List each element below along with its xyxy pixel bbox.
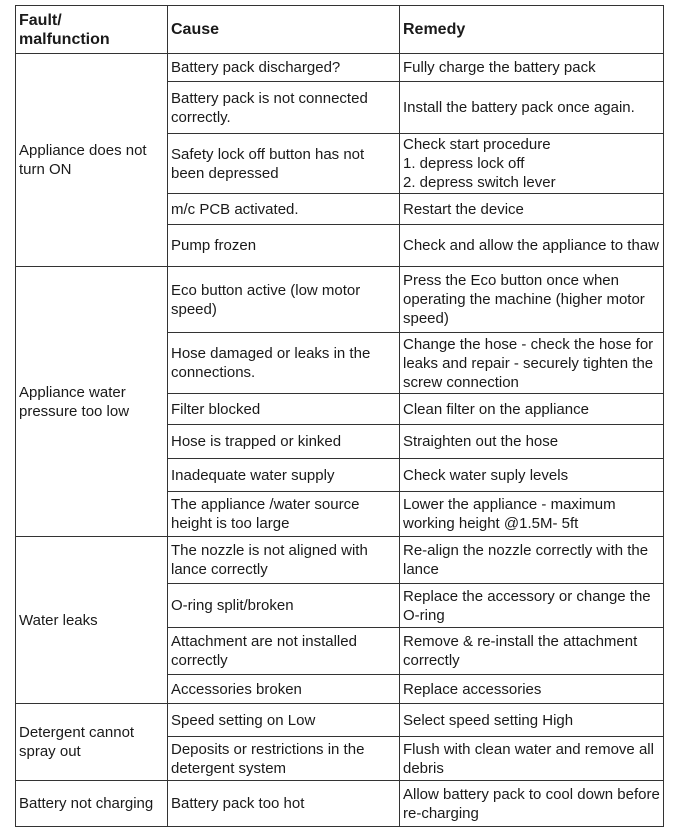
remedy-cell: Remove & re-install the attachment correctly	[400, 628, 664, 675]
remedy-cell: Change the hose - check the hose for leaks and repair - securely tighten the screw connection	[400, 333, 664, 394]
table-row	[16, 267, 664, 333]
cause-cell: Eco button active (low motor speed)	[168, 267, 400, 333]
header-fault	[16, 6, 168, 54]
remedy-cell: Check water suply levels	[400, 459, 664, 492]
remedy-cell: Select speed setting High	[400, 704, 664, 737]
remedy-cell: Press the Eco button once when operating the machine (higher motor speed)	[400, 267, 664, 333]
cause-cell: Battery pack discharged?	[168, 54, 400, 82]
table-row	[16, 537, 664, 584]
remedy-cell: Replace the accessory or change the O-ring	[400, 584, 664, 628]
remedy-cell: Restart the device	[400, 194, 664, 225]
remedy-cell: Check and allow the appliance to thaw	[400, 225, 664, 267]
remedy-cell: Install the battery pack once again.	[400, 82, 664, 134]
remedy-cell: Replace accessories	[400, 675, 664, 704]
table-row	[16, 54, 664, 82]
remedy-cell: Lower the appliance - maximum working height @1.5M- 5ft	[400, 492, 664, 537]
remedy-cell: Straighten out the hose	[400, 425, 664, 459]
cause-cell: The appliance /water source height is too large	[168, 492, 400, 537]
table-row	[16, 781, 664, 827]
fault-cell: Detergent cannot spray out	[16, 704, 168, 781]
table-row	[16, 704, 664, 737]
header-remedy: Remedy	[400, 6, 664, 54]
fault-cell: Appliance does not turn ON	[16, 54, 168, 267]
cause-cell: Accessories broken	[168, 675, 400, 704]
remedy-cell: Flush with clean water and remove all debris	[400, 737, 664, 781]
remedy-line: 2. depress switch lever	[403, 174, 556, 191]
fault-cell: Water leaks	[16, 537, 168, 704]
header-fault-line: Fault/	[19, 11, 62, 29]
header-fault-line: malfunction	[19, 30, 110, 48]
remedy-line: Check start procedure	[403, 136, 551, 153]
cause-cell: The nozzle is not aligned with lance correctly	[168, 537, 400, 584]
troubleshooting-table	[15, 5, 664, 827]
cause-cell: Speed setting on Low	[168, 704, 400, 737]
cause-cell: m/c PCB activated.	[168, 194, 400, 225]
remedy-line: 1. depress lock off	[403, 155, 525, 172]
remedy-cell: Allow battery pack to cool down before re-charging	[400, 781, 664, 827]
cause-cell: Battery pack too hot	[168, 781, 400, 827]
fault-cell: Battery not charging	[16, 781, 168, 827]
cause-cell: Deposits or restrictions in the detergent system	[168, 737, 400, 781]
header-row	[16, 6, 664, 54]
cause-cell: Hose is trapped or kinked	[168, 425, 400, 459]
cause-cell: Inadequate water supply	[168, 459, 400, 492]
fault-cell: Appliance water pressure too low	[16, 267, 168, 537]
cause-cell: O-ring split/broken	[168, 584, 400, 628]
cause-cell: Attachment are not installed correctly	[168, 628, 400, 675]
remedy-cell: Re-align the nozzle correctly with the lance	[400, 537, 664, 584]
header-cause: Cause	[168, 6, 400, 54]
cause-cell: Safety lock off button has not been depressed	[168, 134, 400, 194]
cause-cell: Filter blocked	[168, 394, 400, 425]
remedy-cell: Fully charge the battery pack	[400, 54, 664, 82]
cause-cell: Battery pack is not connected correctly.	[168, 82, 400, 134]
cause-cell: Hose damaged or leaks in the connections.	[168, 333, 400, 394]
remedy-cell	[400, 134, 664, 194]
cause-cell: Pump frozen	[168, 225, 400, 267]
remedy-cell: Clean filter on the appliance	[400, 394, 664, 425]
